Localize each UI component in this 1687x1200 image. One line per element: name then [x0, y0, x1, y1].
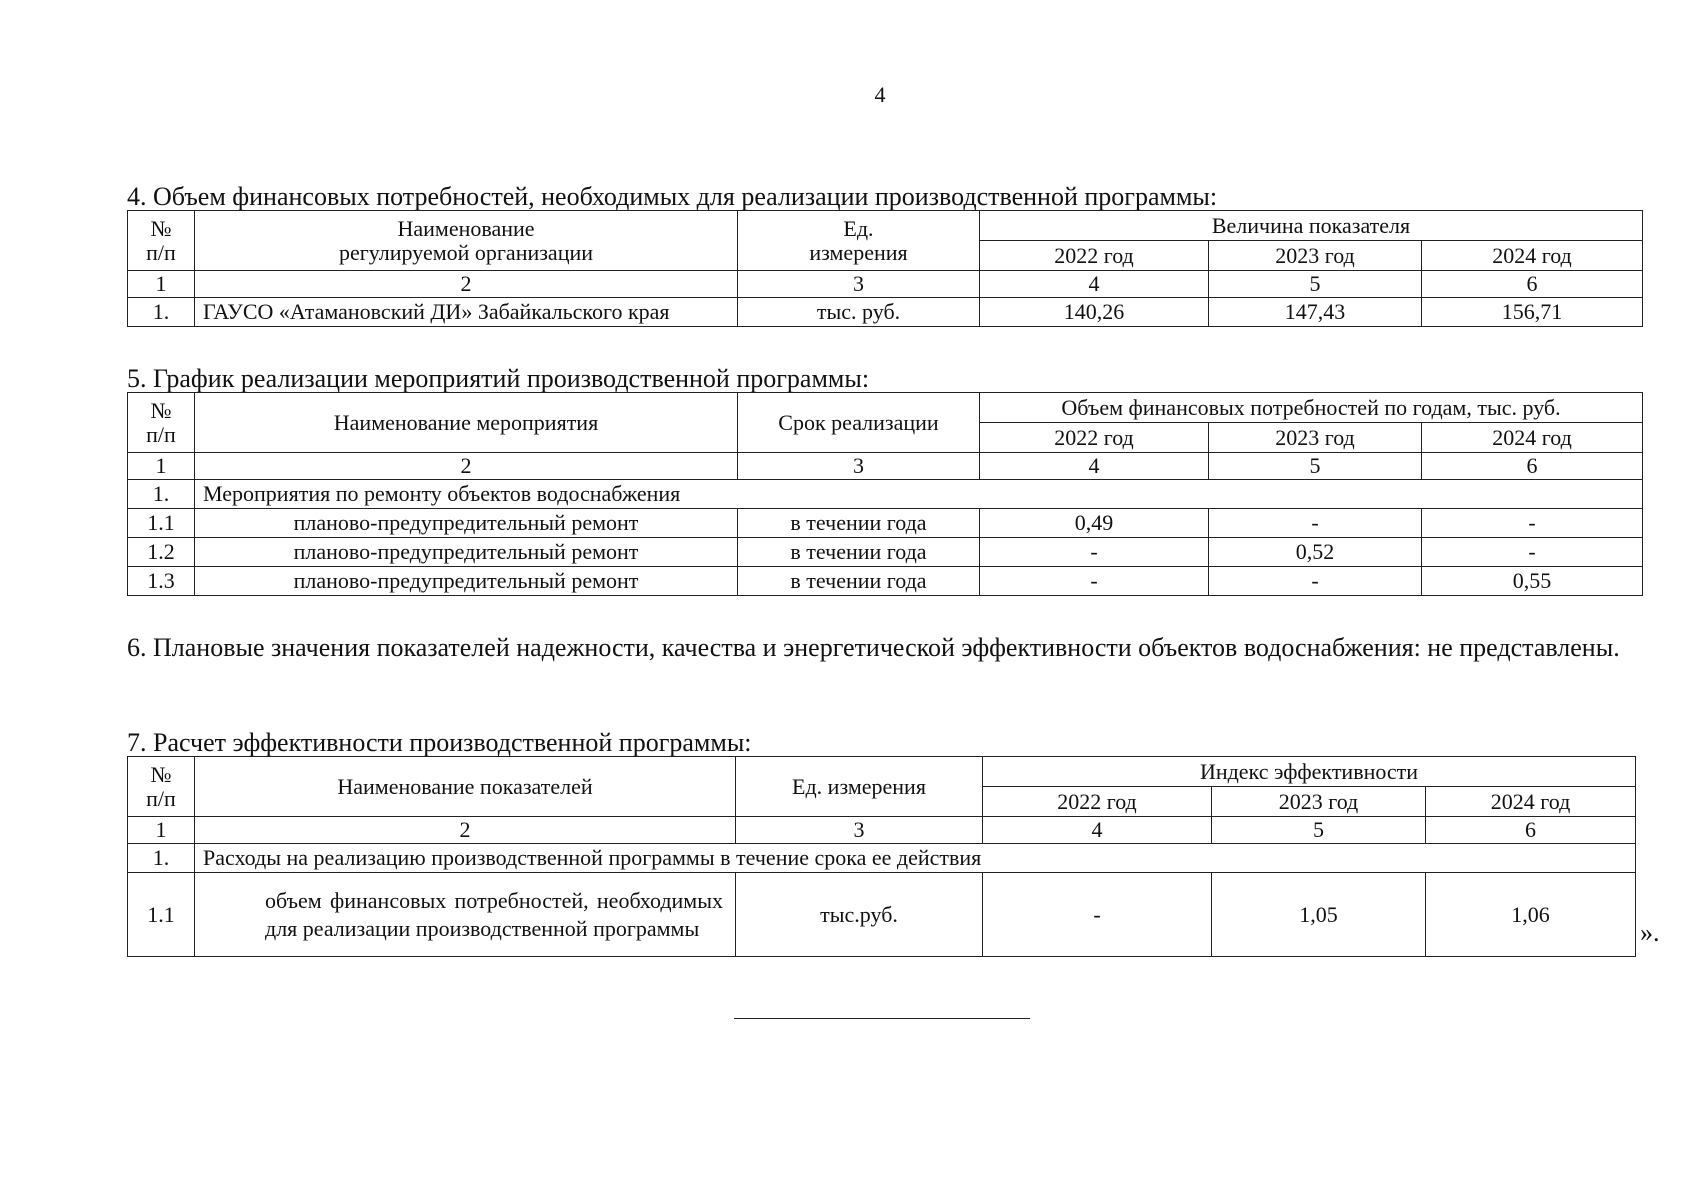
financial-needs-table — [127, 210, 1643, 327]
section-7-title: 7. Расчет эффективности производственной программы: — [127, 728, 752, 757]
header-year: 2022 год — [983, 787, 1212, 817]
header-num: № п/п — [128, 393, 195, 453]
header-unit: Ед. измерения — [738, 211, 980, 271]
header-year: 2023 год — [1209, 423, 1422, 453]
header-num: № п/п — [128, 211, 195, 271]
page-number: 4 — [874, 82, 886, 107]
column-number-row: 1 2 3 4 5 6 — [128, 271, 1643, 298]
header-year: 2023 год — [1212, 787, 1426, 817]
header-year: 2023 год — [1209, 241, 1422, 271]
group-row: 1. Мероприятия по ремонту объектов водоснабжения — [128, 480, 1643, 509]
header-org-name: Наименование регулируемой организации — [195, 211, 738, 271]
schedule-table — [127, 392, 1643, 596]
header-year: 2022 год — [980, 241, 1209, 271]
closing-quote: ». — [1640, 918, 1660, 947]
section-4-title: 4. Объем финансовых потребностей, необходимых для реализации производственной программы: — [127, 182, 1218, 211]
header-year: 2024 год — [1422, 241, 1643, 271]
header-group: Объем финансовых потребностей по годам, тыс. руб. — [980, 393, 1643, 423]
table-row: 1.1 объем финансовых потребностей, необходимых для реализации производственной программы тыс.руб. - 1,05 1,06 — [128, 873, 1636, 957]
divider-line — [734, 1018, 1030, 1019]
table-row: 1. ГАУСО «Атамановский ДИ» Забайкальского края тыс. руб. 140,26 147,43 156,71 — [128, 298, 1643, 327]
header-indicator-name: Наименование показателей — [195, 757, 736, 817]
header-unit: Ед. измерения — [736, 757, 983, 817]
header-year: 2024 год — [1422, 423, 1643, 453]
column-number-row: 1 2 3 4 5 6 — [128, 817, 1636, 844]
table-row: 1.2 планово-предупредительный ремонт в течении года - 0,52 - — [128, 538, 1643, 567]
table-row: 1.1 планово-предупредительный ремонт в течении года 0,49 - - — [128, 509, 1643, 538]
header-term: Срок реализации — [738, 393, 980, 453]
section-5-title: 5. График реализации мероприятий производственной программы: — [127, 364, 870, 393]
header-year: 2022 год — [980, 423, 1209, 453]
section-6-text: 6. Плановые значения показателей надежности, качества и энергетической эффективности объектов водоснабжения: не представлены. — [127, 633, 1620, 662]
header-year: 2024 год — [1426, 787, 1636, 817]
header-num: № п/п — [128, 757, 195, 817]
efficiency-table — [127, 756, 1636, 957]
table-row: 1.3 планово-предупредительный ремонт в течении года - - 0,55 — [128, 567, 1643, 596]
header-group: Индекс эффективности — [983, 757, 1636, 787]
column-number-row: 1 2 3 4 5 6 — [128, 453, 1643, 480]
group-row: 1. Расходы на реализацию производственной программы в течение срока ее действия — [128, 844, 1636, 873]
header-activity-name: Наименование мероприятия — [195, 393, 738, 453]
header-group: Величина показателя — [980, 211, 1643, 241]
